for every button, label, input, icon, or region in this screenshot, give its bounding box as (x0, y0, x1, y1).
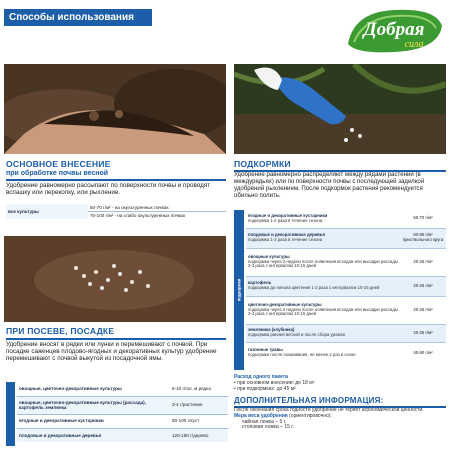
feeding-band (234, 210, 244, 370)
feeding-title: ПОДКОРМКИ (234, 159, 291, 169)
measure-note: (ориентировочно): (289, 412, 332, 419)
sowing-crop: овощные, цветочно-декоративные культуры (рассада), картофель землянка (17, 396, 170, 414)
brand-logo (344, 4, 446, 56)
feeding-band-label: подкормки (236, 278, 242, 302)
measure-line: столовая ложка – 15 г. (242, 424, 294, 431)
basic-title: ОСНОВНОЕ ВНЕСЕНИЕ (6, 159, 111, 169)
consumption-line: • при подкормках: до 45 м² (234, 385, 296, 392)
measure-title: Мера веса удобрения (234, 412, 288, 419)
logo-word: Добрая (363, 19, 425, 40)
feeding-desc: подкормка через 2 недели после появления всходов или высадки рассады 2-3 раза с интервалом 10-15 дней (248, 258, 398, 269)
feeding-crop: ягодные и декоративные кустарники (248, 212, 328, 218)
feeding-dose: 20-25 г/м² (400, 248, 446, 276)
consumption-block (234, 375, 446, 392)
feeding-crop: цветочно-декоративные культуры (248, 301, 322, 307)
sowing-dose: 8-10 г/пог. м рядка (172, 386, 211, 392)
basic-dose-row: 70-100 г/м² - на слабо окультуренных почвах (88, 212, 226, 220)
sowing-crop: овощные, цветочно-декоративные культуры (19, 386, 122, 392)
feeding-desc: подкормка ранней весной и после сбора урожая (248, 332, 345, 337)
feeding-crop: газонные травы (248, 347, 283, 353)
feeding-crop: картофель (248, 280, 272, 286)
extra-block (234, 408, 448, 431)
section-header: Способы использования (4, 9, 152, 26)
sowing-crop: ягодные и декоративные кустарники (17, 414, 170, 428)
feeding-dose: 20-25 г/м² (400, 324, 446, 342)
feeding-desc: подкормка до начала цветения 1-2 раза с интервалом 10-15 дней (248, 285, 380, 290)
feeding-table (246, 210, 446, 364)
basic-dose-row: 50-70 г/м² - на окультуренных почвах (90, 205, 169, 210)
photo-glove-feeding (234, 64, 446, 154)
sowing-dose: 80-100 г/куст (170, 414, 228, 428)
sowing-dose: 120-160 г/дерево (170, 428, 228, 442)
measure-line: чайная ложка – 5 г, (242, 418, 287, 425)
sowing-title: ПРИ ПОСЕВЕ, ПОСАДКЕ (6, 326, 115, 336)
sowing-table (17, 382, 228, 442)
sowing-dose: 3-4 г/растение (170, 396, 228, 414)
basic-text: Удобрение равномерно рассыпают по поверхности почвы и проводят вспашку или перекопку, или рыхление. (6, 182, 211, 197)
extra-title: ДОПОЛНИТЕЛЬНАЯ ИНФОРМАЦИЯ: (234, 396, 384, 405)
feeding-desc: подкормка через 2 недели после появления всходов или высадки рассады 2-4 раза с интервалом 10-15 дней (248, 306, 398, 317)
feeding-dose: 50-70 г/м² (413, 215, 433, 221)
feeding-dose: 20-25 г/м² (400, 296, 446, 324)
feeding-dose: 20-25 г/м² (400, 276, 446, 296)
feeding-dose: 40-50 г/м² (400, 342, 446, 364)
logo-sub: сила (404, 39, 424, 50)
photo-granules-soil (4, 236, 226, 322)
sowing-band (6, 382, 15, 446)
feeding-desc: подкормка 1-2 раза в течение сезона (248, 237, 323, 242)
sowing-rule (6, 338, 226, 340)
feeding-desc: подкормка после скашивания, не менее 2 раз в сезон (248, 352, 356, 358)
basic-rule (6, 179, 226, 181)
extra-text: После окончания срока годности удобрение не теряет агрономической ценности. (234, 407, 424, 413)
basic-subtitle: при обработке почвы весной (6, 170, 109, 177)
consumption-title: Расход одного пакета (234, 374, 288, 380)
feeding-crop: плодовые и декоративные деревья (248, 232, 325, 238)
basic-table (6, 204, 226, 219)
photo-hands-soil (4, 64, 226, 154)
feeding-text: Удобрение равномерно распределяют между рядами растений (в междурядьях) или по поверхности почвы с последующей заделкой удобрений рыхлением. После подкормок растения рекомендуется обильно полить. (234, 171, 425, 199)
feeding-desc: подкормка 1-2 раза в течение сезона (248, 217, 323, 223)
sowing-crop: плодовые и декоративные деревья (17, 428, 170, 442)
consumption-line: • при основном внесении: до 18 м² (234, 379, 315, 386)
feeding-crop: земляника (клубника) (248, 327, 295, 333)
feeding-dose: 60-80 г/м² приствольного круга (400, 228, 446, 248)
feeding-crop: овощные культуры (248, 253, 290, 259)
basic-crop-label: все культуры (6, 204, 88, 219)
sowing-text: Удобрение вносят в рядки или лунки и перемешивают с почвой. При посадке саженцев плодово-ягодных и декоративных культур удобрение перемешивают с почвой выкутой из посадочной ямы. (6, 341, 217, 363)
